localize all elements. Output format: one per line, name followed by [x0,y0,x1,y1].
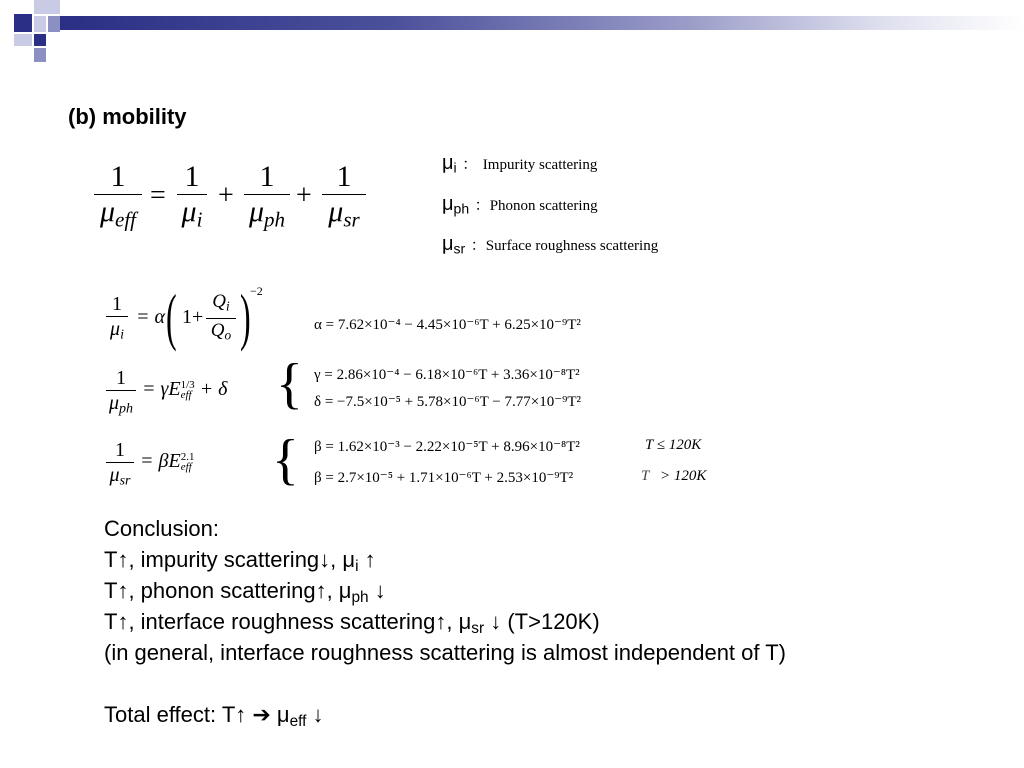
beta-parameter-high-t: β = 2.7×10⁻⁵ + 1.71×10⁻⁶T + 2.53×10⁻⁹T² [314,470,574,486]
numerator: 1 [112,293,122,315]
numerator: 1 [184,160,200,193]
mu-symbol: μ [109,464,120,486]
conclusion-line-interface [104,606,786,637]
condition-high-t: > 120K [660,468,707,484]
plus-sign: + [218,180,234,211]
subscript: o [224,327,232,343]
arrow-up: ↑ [358,547,376,572]
fraction-i [177,160,207,236]
numerator: 1 [259,160,275,193]
legend-item-impurity [442,152,597,176]
deco-square [14,34,32,46]
header-gradient-bar [60,16,1024,30]
superscript: 2.1 [180,451,195,464]
right-paren: ) [240,281,251,352]
q-symbol: Q [212,291,227,312]
mu-symbol: μ [248,195,265,228]
subscript: sr [453,240,466,257]
fraction-sr [322,160,366,236]
fraction-mu-ph [106,366,136,422]
exponent: −2 [250,284,263,298]
plus-sign: + [296,180,312,211]
q-symbol: Q [210,320,225,342]
alpha-parameter: α = 7.62×10⁻⁴ − 4.45×10⁻⁶T + 6.25×10⁻⁹T² [314,317,581,333]
deco-square [34,16,46,32]
legend-description: Phonon scattering [489,198,598,214]
fraction-q [206,290,236,348]
left-brace: { [276,353,303,415]
subscript: i [453,159,457,176]
page-title: (b) mobility [68,104,187,129]
subscript: eff [289,712,307,730]
beta-e-term: = βE [140,450,181,472]
subscript: i [355,557,359,575]
fraction-mu-sr [106,438,134,494]
mu-symbol: μ [110,318,121,340]
phonon-rhs [142,378,227,401]
subscript: eff [115,207,137,232]
left-brace: { [272,429,299,491]
numerator: 1 [336,160,352,193]
deco-square [34,48,46,62]
legend-item-surface [442,233,658,257]
line-text: T↑, interface roughness scattering↑, μ [104,609,472,634]
mu-symbol: μ [442,193,454,215]
conclusion-total-effect [104,699,786,730]
superscript: 1/3 [180,379,195,392]
arrow-down: ↓ (T>120K) [484,609,600,634]
condition-low-t: T ≤ 120K [645,437,702,453]
deco-square [34,0,60,14]
separator: ： [474,197,490,214]
conclusion-spacer [104,668,786,699]
one-plus: 1+ [182,306,204,328]
subscript: i [196,207,203,232]
beta-parameter-low-t: β = 1.62×10⁻³ − 2.22×10⁻⁵T + 8.96×10⁻⁸T² [314,439,580,455]
line-text: T↑, phonon scattering↑, μ [104,578,352,603]
mu-symbol: μ [108,392,120,414]
alpha-coefficient: = α [136,306,165,328]
subscript: ph [351,588,369,606]
subscript: ph [453,200,470,217]
delta-parameter: δ = −7.5×10⁻⁵ + 5.78×10⁻⁶T − 7.77×10⁻⁹T² [314,394,582,410]
subscript: i [120,327,124,343]
mu-symbol: μ [328,195,344,228]
numerator: 1 [116,367,126,389]
condition-t-symbol: T [641,468,650,484]
subscript: i [226,298,230,314]
mu-symbol: μ [442,152,454,174]
legend-item-phonon [442,193,598,217]
arrow-down: ↓ [306,702,324,727]
subscript: sr [343,207,360,232]
subscript: ph [119,401,134,417]
separator: ： [470,237,486,254]
numerator: 1 [115,439,125,461]
conclusion-line-impurity [104,544,786,575]
subscript: sr [471,619,485,637]
equals-sign: = [150,180,166,211]
conclusion-line-phonon [104,575,786,606]
separator: ： [462,156,478,173]
fraction-ph [244,160,290,236]
line-text: Total effect: T↑ ➔ μ [104,702,290,727]
subscript: sr [119,473,131,489]
deco-square [48,16,60,32]
subscript: eff [180,389,192,402]
left-paren: ( [166,281,177,352]
legend-description: Surface roughness scattering [485,238,659,254]
surface-rhs [140,450,194,473]
delta-term: + δ [199,378,228,400]
arrow-down: ↓ [368,578,386,603]
fraction-mu-i [106,292,128,348]
gamma-parameter: γ = 2.86×10⁻⁴ − 6.18×10⁻⁶T + 3.36×10⁻⁸T² [314,367,580,383]
numerator: 1 [110,160,126,193]
conclusion-line-general: (in general, interface roughness scattering is almost independent of T) [104,640,786,665]
mu-symbol: μ [99,195,116,228]
fraction-eff [94,160,142,236]
mu-symbol: μ [181,195,197,228]
gamma-e-term: = γE [142,378,181,400]
line-text: T↑, impurity scattering↓, μ [104,547,356,572]
deco-square [14,14,32,32]
legend-description: Impurity scattering [482,157,598,173]
mu-symbol: μ [442,233,454,255]
deco-square [34,34,46,46]
conclusion-title: Conclusion: [104,516,219,541]
subscript: eff [180,461,192,474]
conclusion-block [104,513,786,730]
subscript: ph [264,207,286,232]
